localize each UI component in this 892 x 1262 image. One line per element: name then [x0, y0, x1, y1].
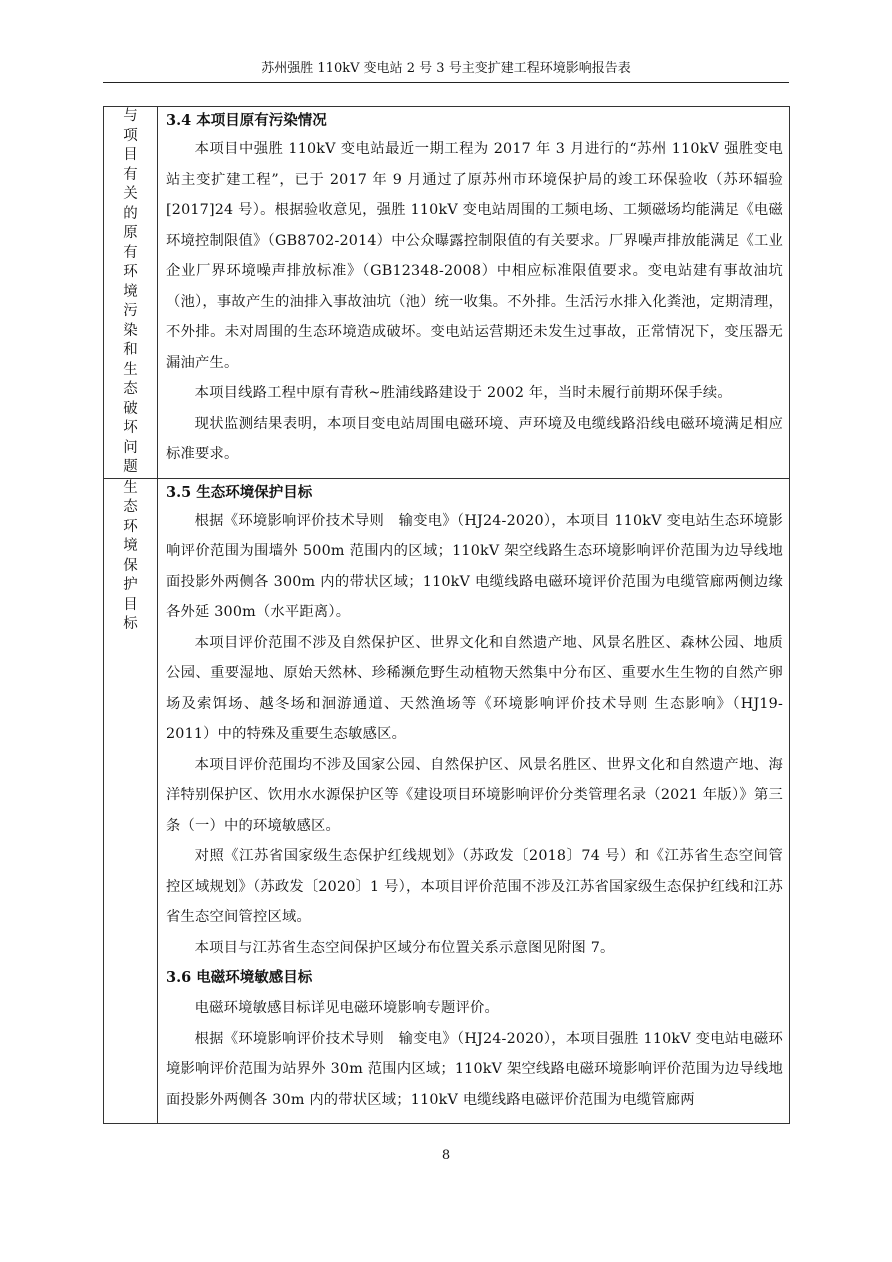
section-heading-3-6: 3.6 电磁环境敏感目标 — [166, 969, 313, 986]
paragraph: 本项目中强胜 110kV 变电站最近一期工程为 2017 年 3 月进行的“苏州 110kV 强胜变电站主变扩建工程”，已于 2017 年 9 月通过了原苏州市环境保护局的竣工环保验收（苏环辐验[2017]24 号）。根据验收意见，强胜 110kV 变电站周围的工频电场、工频磁场均能满足《电磁环境控制限值》（GB8702-2014）中公众曝露控制限值的有关要求。厂界噪声排放能满足《工业企业厂界环境噪声排放标准》（GB12348-2008）中相应标准限值要求。变电站建有事故油坑（池），事故产生的油排入事故油坑（池）统一收集。不外排。生活污水排入化粪池，定期清理，不外排。未对周围的生态环境造成破坏。变电站运营期还未发生过事故，正常情况下，变压器无漏油产生。 — [166, 141, 783, 371]
row-content-cell — [158, 478, 790, 1123]
row-label-existing-pollution: 与项目有关的原有环境污染和生态破坏问题 — [123, 108, 138, 475]
table-row-existing-pollution — [104, 107, 790, 479]
paragraph: 现状监测结果表明，本项目变电站周围电磁环境、声环境及电缆线路沿线电磁环境满足相应标准要求。 — [166, 415, 783, 462]
paragraph: 根据《环境影响评价技术导则 输变电》（HJ24-2020），本项目强胜 110kV 变电站电磁环境影响评价范围为站界外 30m 范围内区域；110kV 架空线路电磁环境影响评价范围为边导线地面投影外两侧各 30m 内的带状区域；110kV 电缆线路电磁评价范围为电缆管廊两 — [166, 1030, 783, 1108]
paragraph: 根据《环境影响评价技术导则 输变电》（HJ24-2020），本项目 110kV 变电站生态环境影响评价范围为围墙外 500m 范围内的区域；110kV 架空线路生态环境影响评价范围为边导线地面投影外两侧各 300m 内的带状区域；110kV 电缆线路电磁环境评价范围为电缆管廊两侧边缘各外延 300m（水平距离）。 — [166, 512, 783, 620]
document-header: 苏州强胜 110kV 变电站 2 号 3 号主变扩建工程环境影响报告表 — [261, 61, 631, 76]
report-table — [103, 106, 790, 1124]
paragraph: 电磁环境敏感目标详见电磁环境影响专题评价。 — [194, 1000, 500, 1016]
header-divider — [103, 82, 789, 83]
paragraph: 本项目线路工程中原有青秋~胜浦线路建设于 2002 年，当时未履行前期环保手续。 — [194, 385, 732, 401]
paragraph: 本项目评价范围均不涉及国家公园、自然保护区、风景名胜区、世界文化和自然遗产地、海洋特别保护区、饮用水水源保护区等《建设项目环境影响评价分类管理名录（2021 年版）》第三条（一）中的环境敏感区。 — [166, 756, 783, 834]
row-label-eco-protection: 生态环境保护目标 — [123, 479, 138, 632]
paragraph: 本项目评价范围不涉及自然保护区、世界文化和自然遗产地、风景名胜区、森林公园、地质公园、重要湿地、原始天然林、珍稀濒危野生动植物天然集中分布区、重要水生生物的自然产卵场及索饵场、越冬场和洄游通道、天然渔场等《环境影响评价技术导则 生态影响》（HJ19-2011）中的特殊及重要生态敏感区。 — [166, 634, 783, 742]
table-row-eco-protection — [104, 478, 790, 1123]
section-heading-3-4: 3.4 本项目原有污染情况 — [166, 112, 327, 129]
page-number: 8 — [441, 1148, 451, 1163]
row-content-cell — [158, 107, 790, 479]
section-heading-3-5: 3.5 生态环境保护目标 — [166, 483, 313, 501]
row-label-cell — [104, 478, 158, 1123]
paragraph: 对照《江苏省国家级生态保护红线规划》（苏政发〔2018〕74 号）和《江苏省生态空间管控区域规划》（苏政发〔2020〕1 号），本项目评价范围不涉及江苏省国家级生态保护红线和江苏省生态空间管控区域。 — [166, 848, 783, 925]
paragraph: 本项目与江苏省生态空间保护区域分布位置关系示意图见附图 7。 — [194, 939, 615, 956]
row-label-cell — [104, 107, 158, 479]
